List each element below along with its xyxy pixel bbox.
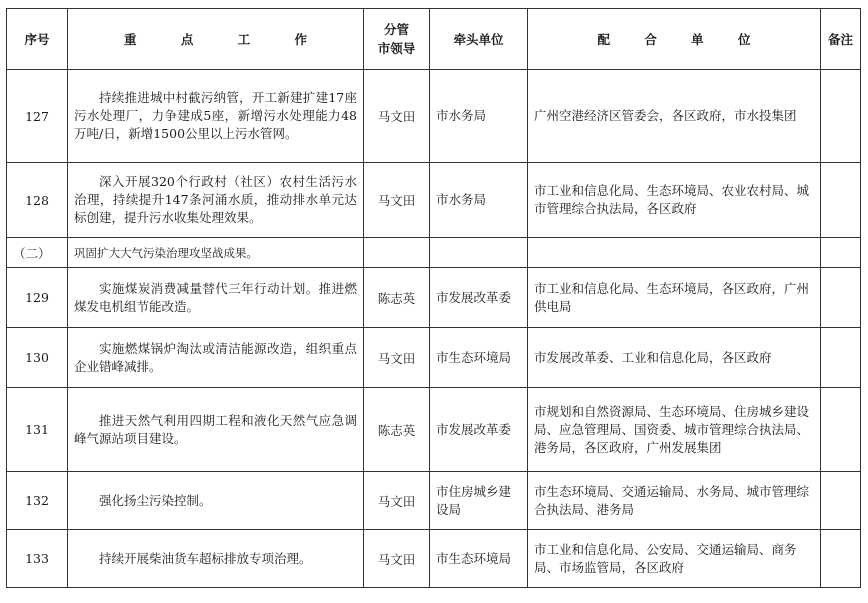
row-leader: 马文田	[364, 163, 430, 238]
table-row	[7, 328, 861, 388]
header-task	[68, 9, 364, 70]
row-coop-units: 市发展改革委、工业和信息化局，各区政府	[528, 328, 821, 388]
row-task: 实施燃煤锅炉淘汰或清洁能源改造，组织重点企业错峰减排。	[68, 328, 364, 388]
row-leader: 陈志英	[364, 268, 430, 328]
header-row	[7, 9, 861, 70]
row-no: 128	[7, 163, 68, 238]
table-row	[7, 163, 861, 238]
row-no: 127	[7, 70, 68, 163]
row-lead-unit: 市住房城乡建设局	[430, 472, 528, 530]
row-task: 持续开展柴油货车超标排放专项治理。	[68, 530, 364, 588]
header-coop-text: 配 合 单 位	[597, 31, 766, 47]
table-row	[7, 70, 861, 163]
section-empty-cell	[364, 238, 430, 268]
header-lead-unit: 牵头单位	[430, 9, 528, 70]
row-lead-unit: 市发展改革委	[430, 268, 528, 328]
row-coop-units: 市工业和信息化局、生态环境局、农业农村局、城市管理综合执法局，各区政府	[528, 163, 821, 238]
header-leader: 分管 市领导	[364, 9, 430, 70]
row-no: 130	[7, 328, 68, 388]
row-leader: 马文田	[364, 530, 430, 588]
section-title: 巩固扩大大气污染治理攻坚战成果。	[68, 238, 364, 268]
row-task: 强化扬尘污染控制。	[68, 472, 364, 530]
row-remark	[821, 472, 861, 530]
row-remark	[821, 70, 861, 163]
table-row	[7, 388, 861, 472]
table-row	[7, 530, 861, 588]
header-task-text: 重 点 工 作	[123, 31, 328, 47]
table-row	[7, 268, 861, 328]
row-coop-units: 广州空港经济区管委会，各区政府，市水投集团	[528, 70, 821, 163]
header-coop-units	[528, 9, 821, 70]
row-task: 推进天然气利用四期工程和液化天然气应急调峰气源站项目建设。	[68, 388, 364, 472]
row-remark	[821, 388, 861, 472]
row-lead-unit: 市生态环境局	[430, 530, 528, 588]
section-empty-cell	[528, 238, 821, 268]
row-lead-unit: 市水务局	[430, 163, 528, 238]
row-task: 实施煤炭消费减量替代三年行动计划。推进燃煤发电机组节能改造。	[68, 268, 364, 328]
row-lead-unit: 市水务局	[430, 70, 528, 163]
row-no: 131	[7, 388, 68, 472]
row-leader: 陈志英	[364, 388, 430, 472]
row-leader: 马文田	[364, 70, 430, 163]
row-leader: 马文田	[364, 328, 430, 388]
section-empty-cell	[430, 238, 528, 268]
header-remark: 备注	[821, 9, 861, 70]
row-remark	[821, 530, 861, 588]
row-coop-units: 市规划和自然资源局、生态环境局、住房城乡建设局、应急管理局、国资委、城市管理综合执法局、港务局，各区政府，广州发展集团	[528, 388, 821, 472]
row-no: 132	[7, 472, 68, 530]
row-task: 持续推进城中村截污纳管，开工新建扩建17座污水处理厂，力争建成5座，新增污水处理能力48万吨/日，新增1500公里以上污水管网。	[68, 70, 364, 163]
row-coop-units: 市工业和信息化局、公安局、交通运输局、商务局、市场监管局，各区政府	[528, 530, 821, 588]
row-lead-unit: 市生态环境局	[430, 328, 528, 388]
row-no: 129	[7, 268, 68, 328]
row-task: 深入开展320个行政村（社区）农村生活污水治理，持续提升147条河涌水质，推动排水单元达标创建，提升污水收集处理效果。	[68, 163, 364, 238]
row-coop-units: 市工业和信息化局、生态环境局，各区政府，广州供电局	[528, 268, 821, 328]
row-coop-units: 市生态环境局、交通运输局、水务局、城市管理综合执法局、港务局	[528, 472, 821, 530]
section-row	[7, 238, 861, 268]
row-no: 133	[7, 530, 68, 588]
work-plan-table	[6, 8, 861, 588]
row-lead-unit: 市发展改革委	[430, 388, 528, 472]
table-row	[7, 472, 861, 530]
row-remark	[821, 328, 861, 388]
row-remark	[821, 268, 861, 328]
row-remark	[821, 163, 861, 238]
section-label: （二）	[7, 238, 68, 268]
header-no: 序号	[7, 9, 68, 70]
row-leader: 马文田	[364, 472, 430, 530]
section-empty-cell	[821, 238, 861, 268]
